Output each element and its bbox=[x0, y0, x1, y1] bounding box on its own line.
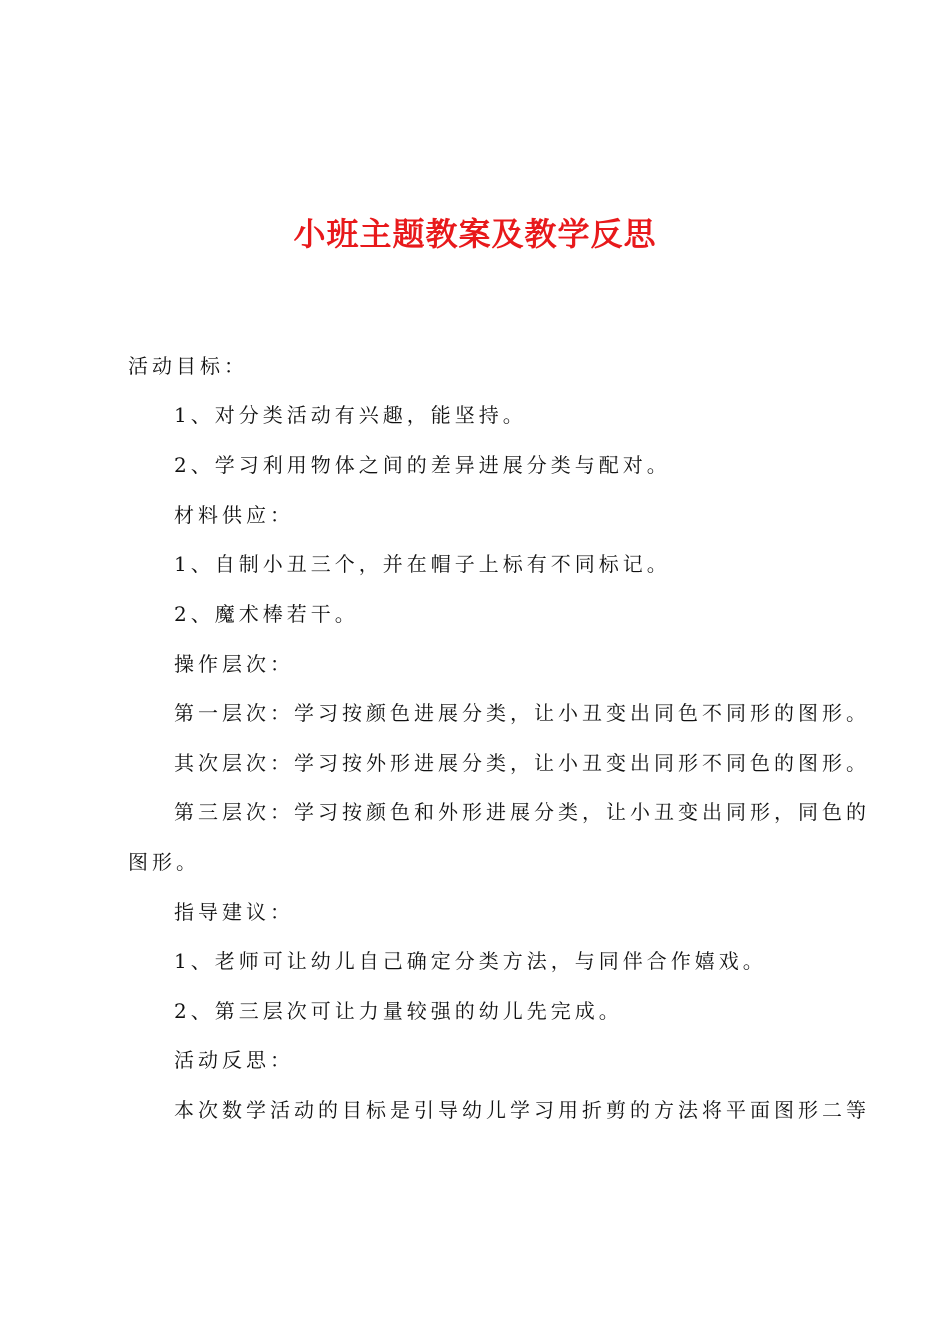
section-heading-materials: 材料供应： bbox=[174, 503, 294, 527]
paragraph: 本次数学活动的目标是引导幼儿学习用折剪的方法将平面图形二等 bbox=[174, 1098, 870, 1122]
paragraph: 2、学习利用物体之间的差异进展分类与配对。 bbox=[174, 453, 671, 477]
section-heading-reflection: 活动反思： bbox=[174, 1048, 294, 1072]
paragraph: 2、魔术棒若干。 bbox=[174, 602, 359, 626]
paragraph: 第三层次：学习按颜色和外形进展分类，让小丑变出同形，同色的 bbox=[174, 800, 870, 824]
document-title: 小班主题教案及教学反思 bbox=[293, 215, 657, 253]
section-heading-objectives: 活动目标： bbox=[128, 354, 248, 378]
paragraph: 1、自制小丑三个，并在帽子上标有不同标记。 bbox=[174, 552, 671, 576]
paragraph: 1、对分类活动有兴趣，能坚持。 bbox=[174, 403, 527, 427]
paragraph: 其次层次：学习按外形进展分类，让小丑变出同形不同色的图形。 bbox=[174, 751, 870, 775]
section-heading-levels: 操作层次： bbox=[174, 652, 294, 676]
paragraph: 1、老师可让幼儿自己确定分类方法，与同伴合作嬉戏。 bbox=[174, 949, 767, 973]
paragraph: 第一层次：学习按颜色进展分类，让小丑变出同色不同形的图形。 bbox=[174, 701, 870, 725]
section-heading-guidance: 指导建议： bbox=[174, 900, 294, 924]
paragraph: 2、第三层次可让力量较强的幼儿先完成。 bbox=[174, 999, 623, 1023]
paragraph-continuation: 图形。 bbox=[128, 850, 200, 874]
